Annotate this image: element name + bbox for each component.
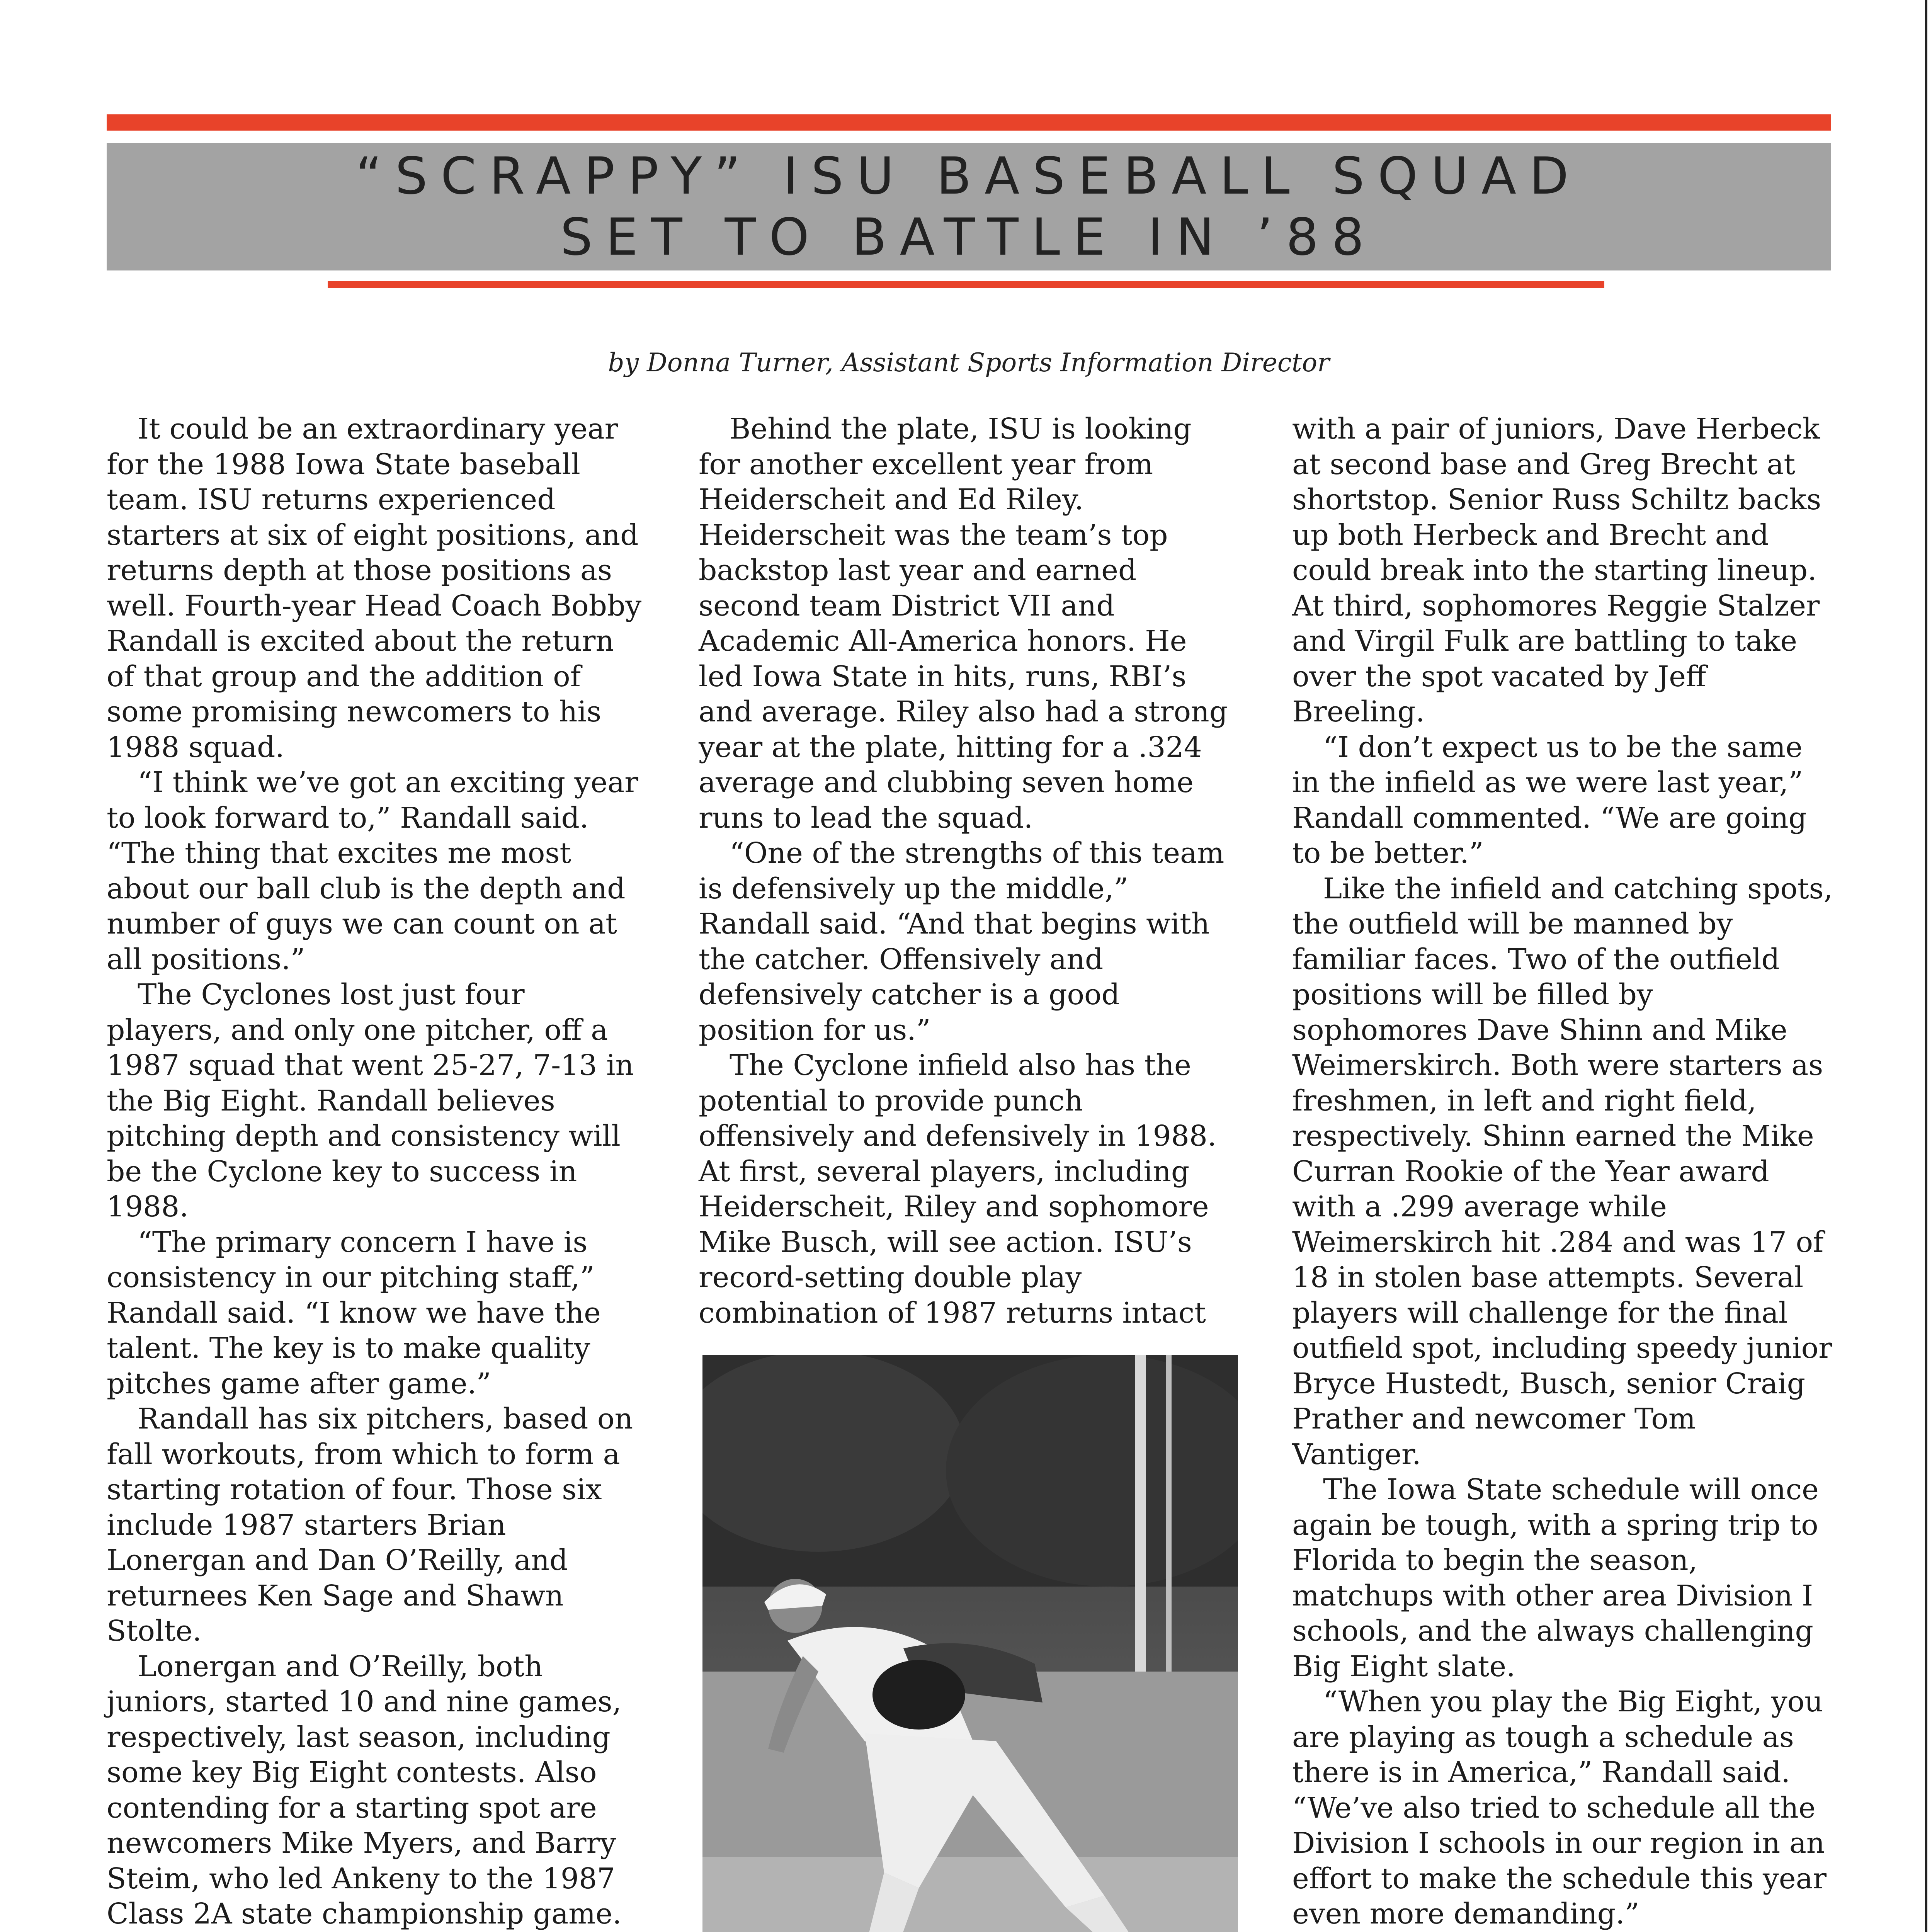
paragraph: Randall has six pitchers, based on fall workouts, from which to form a starting rotation of four. Those six include 1987 starters Brian Lonergan and Dan O’Reilly, and returnees Ken Sage and Shawn Stolte.: [107, 1402, 633, 1648]
paragraph: Lonergan and O’Reilly, both juniors, started 10 and nine games, respectively, last season, including some key Big Eight contests. Also contending for a starting spot are newcomers Mike Myers, and Barry Steim, who led Ankeny to the 1987 Class 2A state championship game.: [107, 1650, 622, 1930]
byline: by Donna Turner, Assistant Sports Information Director: [608, 348, 1330, 378]
page-edge-line: [1925, 0, 1927, 1932]
paragraph: “The primary concern I have is consistency in our pitching staff,” Randall said. “I know we have the talent. The key is to make quality pitches game after game.”: [107, 1225, 601, 1400]
pitcher-photo-illustration: [702, 1355, 1238, 1932]
paragraph: “I don’t expect us to be the same in the infield as we were last year,” Randall commented. “We are going to be better.”: [1292, 730, 1807, 870]
paragraph: Behind the plate, ISU is looking for another excellent year from Heiderscheit and Ed Riley. Heiderscheit was the team’s top backstop last year and earned second team District VII and Academic All-America honors. He led Iowa State in hits, runs, RBI’s and average. Riley also had a strong year at the plate, hitting for a .324 average and clubbing seven home runs to lead the squad.: [699, 412, 1228, 835]
paragraph: It could be an extraordinary year for the 1988 Iowa State baseball team. ISU returns experienced starters at six of eight positions, and returns depth at those positions as well. Fourth-year Head Coach Bobby Randall is excited about the return of that group and the addition of some promising newcomers to his 1988 squad.: [107, 412, 642, 764]
paragraph: “When you play the Big Eight, you are playing as tough a schedule as there is in America,” Randall said. “We’ve also tried to schedule all the Division I schools in our region in an effort to make the schedule this year even more demanding.”: [1292, 1685, 1827, 1930]
paragraph: The Cyclone infield also has the potential to provide punch offensively and defensively in 1988. At first, several players, including Heiderscheit, Riley and sophomore Mike Busch, will see action. ISU’s record-setting double play combination of 1987 returns intact: [699, 1049, 1217, 1330]
article-column-2: [699, 412, 1240, 1331]
paragraph: The Iowa State schedule will once again be tough, with a spring trip to Florida to begin the season, matchups with other area Division I schools, and the always challenging Big Eight slate.: [1292, 1473, 1819, 1683]
article-column-3: [1292, 412, 1833, 1932]
paragraph: with a pair of juniors, Dave Herbeck at second base and Greg Brecht at shortstop. Senior Russ Schiltz backs up both Herbeck and Brecht and could break into the starting lineup. At third, sophomores Reggie Stalzer and Virgil Fulk are battling to take over the spot vacated by Jeff Breeling.: [1292, 412, 1821, 728]
title-line-1: “SCRAPPY” ISU BASEBALL SQUAD: [355, 146, 1582, 206]
title-underline: [328, 281, 1604, 288]
pitcher-photo: [702, 1355, 1238, 1932]
title-banner: [107, 143, 1831, 270]
title-line-2: SET TO BATTLE IN ’88: [560, 207, 1378, 267]
paragraph: The Cyclones lost just four players, and only one pitcher, off a 1987 squad that went 25-27, 7-13 in the Big Eight. Randall believes pitching depth and consistency will be the Cyclone key to success in 1988.: [107, 978, 634, 1223]
paragraph: “One of the strengths of this team is defensively up the middle,” Randall said. “And that begins with the catcher. Offensively and defensively catcher is a good position for us.”: [699, 837, 1225, 1047]
paragraph: Like the infield and catching spots, the outfield will be manned by familiar faces. Two of the outfield positions will be filled by sophomores Dave Shinn and Mike Weimerskirch. Both were starters as freshmen, in left and right field, respectively. Shinn earned the Mike Curran Rookie of the Year award with a .299 average while Weimerskirch hit .284 and was 17 of 18 in stolen base attempts. Several players will challenge for the final outfield spot, including speedy junior Bryce Hustedt, Busch, senior Craig Prather and newcomer Tom Vantiger.: [1292, 872, 1833, 1471]
article-column-1: [107, 412, 648, 1932]
paragraph: “I think we’ve got an exciting year to look forward to,” Randall said. “The thing that excites me most about our ball club is the depth and number of guys we can count on at all positions.”: [107, 766, 638, 976]
top-rule: [107, 114, 1831, 131]
